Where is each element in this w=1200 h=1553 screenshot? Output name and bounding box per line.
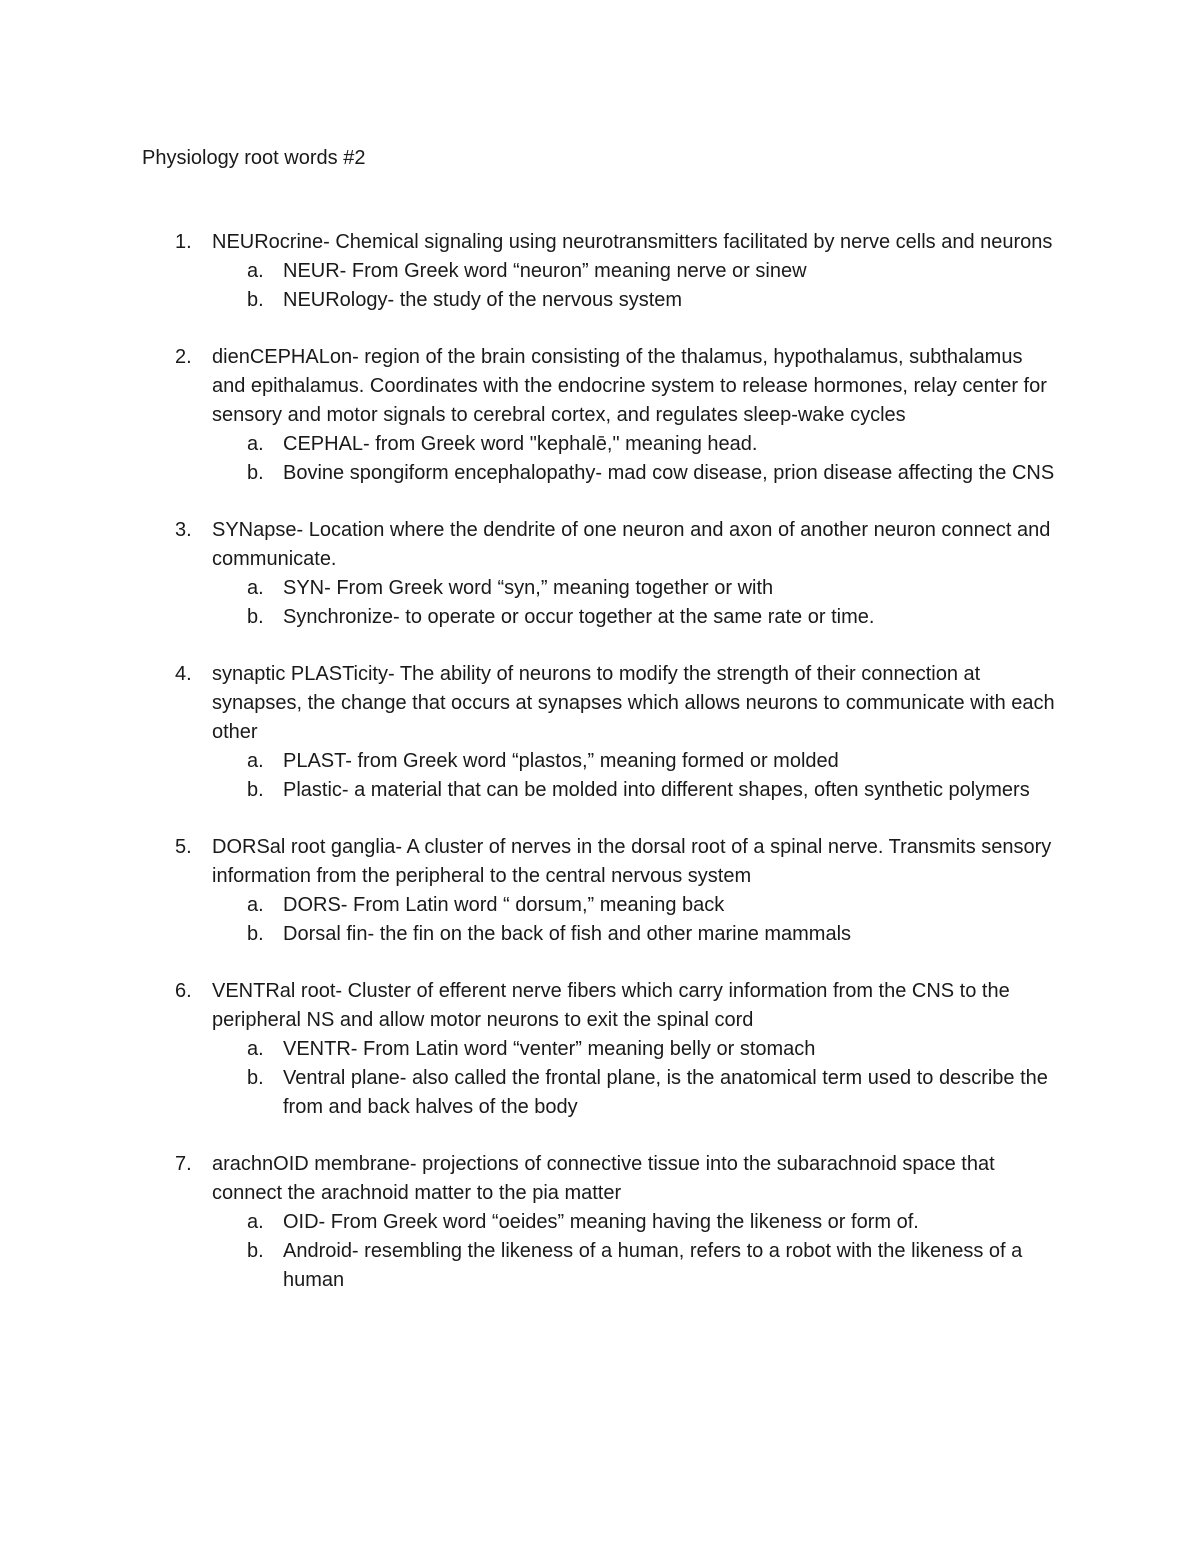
item-definition: synaptic PLASTicity- The ability of neurons to modify the strength of their connection at synapses, the change that occurs at synapses which allows neurons to communicate with each other (212, 663, 1055, 743)
sub-item-letter: a. (247, 1038, 264, 1060)
item-definition: DORSal root ganglia- A cluster of nerves in the dorsal root of a spinal nerve. Transmits sensory information from the peripheral to the central nervous system (212, 836, 1052, 887)
sub-item-text: Android- resembling the likeness of a human, refers to a robot with the likeness of a human (283, 1240, 1023, 1291)
sub-item-text: SYN- From Greek word “syn,” meaning together or with (283, 577, 774, 599)
item-number: 2. (175, 346, 192, 368)
sub-item-text: Plastic- a material that can be molded into different shapes, often synthetic polymers (283, 779, 1030, 801)
sub-item (0, 920, 1200, 949)
sub-item-text: VENTR- From Latin word “venter” meaning belly or stomach (283, 1038, 816, 1060)
list-item (0, 1150, 1200, 1295)
list-item (0, 660, 1200, 805)
sub-item-letter: b. (247, 1067, 264, 1089)
sub-item-text: Dorsal fin- the fin on the back of fish and other marine mammals (283, 923, 852, 945)
sub-item (0, 776, 1200, 805)
item-number: 6. (175, 980, 192, 1002)
sub-item-text: DORS- From Latin word “ dorsum,” meaning back (283, 894, 725, 916)
item-definition: dienCEPHALon- region of the brain consisting of the thalamus, hypothalamus, subthalamus and epithalamus. Coordinates with the endocrine system to release hormones, relay center for sensory and motor signals to cerebral cortex, and regulates sleep-wake cycles (212, 346, 1047, 426)
item-definition: SYNapse- Location where the dendrite of one neuron and axon of another neuron connect and communicate. (212, 519, 1051, 570)
sub-list (0, 257, 1200, 315)
sub-list (0, 1035, 1200, 1122)
sub-item (0, 257, 1200, 286)
sub-item (0, 1237, 1200, 1295)
sub-item-letter: b. (247, 462, 264, 484)
sub-item-text: PLAST- from Greek word “plastos,” meaning formed or molded (283, 750, 839, 772)
sub-item-text: CEPHAL- from Greek word "kephalē," meaning head. (283, 433, 758, 455)
sub-item (0, 1208, 1200, 1237)
sub-item-letter: a. (247, 750, 264, 772)
sub-list (0, 747, 1200, 805)
list-item (0, 516, 1200, 632)
sub-item (0, 1035, 1200, 1064)
document-title: Physiology root words #2 (142, 147, 366, 169)
item-number: 4. (175, 663, 192, 685)
sub-item-letter: a. (247, 577, 264, 599)
sub-item-letter: a. (247, 260, 264, 282)
sub-item (0, 430, 1200, 459)
sub-item-letter: a. (247, 433, 264, 455)
item-number: 7. (175, 1153, 192, 1175)
item-definition: arachnOID membrane- projections of connective tissue into the subarachnoid space that connect the arachnoid matter to the pia matter (212, 1153, 995, 1204)
list-item (0, 977, 1200, 1122)
sub-item-text: Synchronize- to operate or occur together at the same rate or time. (283, 606, 875, 628)
sub-list (0, 891, 1200, 949)
sub-item-text: NEURology- the study of the nervous system (283, 289, 683, 311)
sub-item-letter: b. (247, 1240, 264, 1262)
item-number: 5. (175, 836, 192, 858)
sub-list (0, 430, 1200, 488)
item-number: 3. (175, 519, 192, 541)
sub-item-letter: a. (247, 894, 264, 916)
sub-item (0, 603, 1200, 632)
sub-item-text: NEUR- From Greek word “neuron” meaning nerve or sinew (283, 260, 807, 282)
sub-item-letter: a. (247, 1211, 264, 1233)
sub-list (0, 1208, 1200, 1295)
item-definition: VENTRal root- Cluster of efferent nerve fibers which carry information from the CNS to the peripheral NS and allow motor neurons to exit the spinal cord (212, 980, 1010, 1031)
list-item (0, 833, 1200, 949)
sub-item-text: OID- From Greek word “oeides” meaning having the likeness or form of. (283, 1211, 919, 1233)
item-number: 1. (175, 231, 192, 253)
sub-item-letter: b. (247, 779, 264, 801)
item-definition: NEURocrine- Chemical signaling using neurotransmitters facilitated by nerve cells and neurons (212, 231, 1053, 253)
sub-item (0, 286, 1200, 315)
sub-item-text: Bovine spongiform encephalopathy- mad cow disease, prion disease affecting the CNS (283, 462, 1055, 484)
sub-item (0, 747, 1200, 776)
sub-item (0, 891, 1200, 920)
list-item (0, 343, 1200, 488)
sub-item (0, 574, 1200, 603)
sub-item-letter: b. (247, 923, 264, 945)
sub-item-letter: b. (247, 289, 264, 311)
sub-item-text: Ventral plane- also called the frontal plane, is the anatomical term used to describe the from and back halves of the body (283, 1067, 1048, 1118)
sub-item (0, 459, 1200, 488)
root-words-list (0, 228, 1200, 1323)
sub-item-letter: b. (247, 606, 264, 628)
list-item (0, 228, 1200, 315)
sub-list (0, 574, 1200, 632)
sub-item (0, 1064, 1200, 1122)
